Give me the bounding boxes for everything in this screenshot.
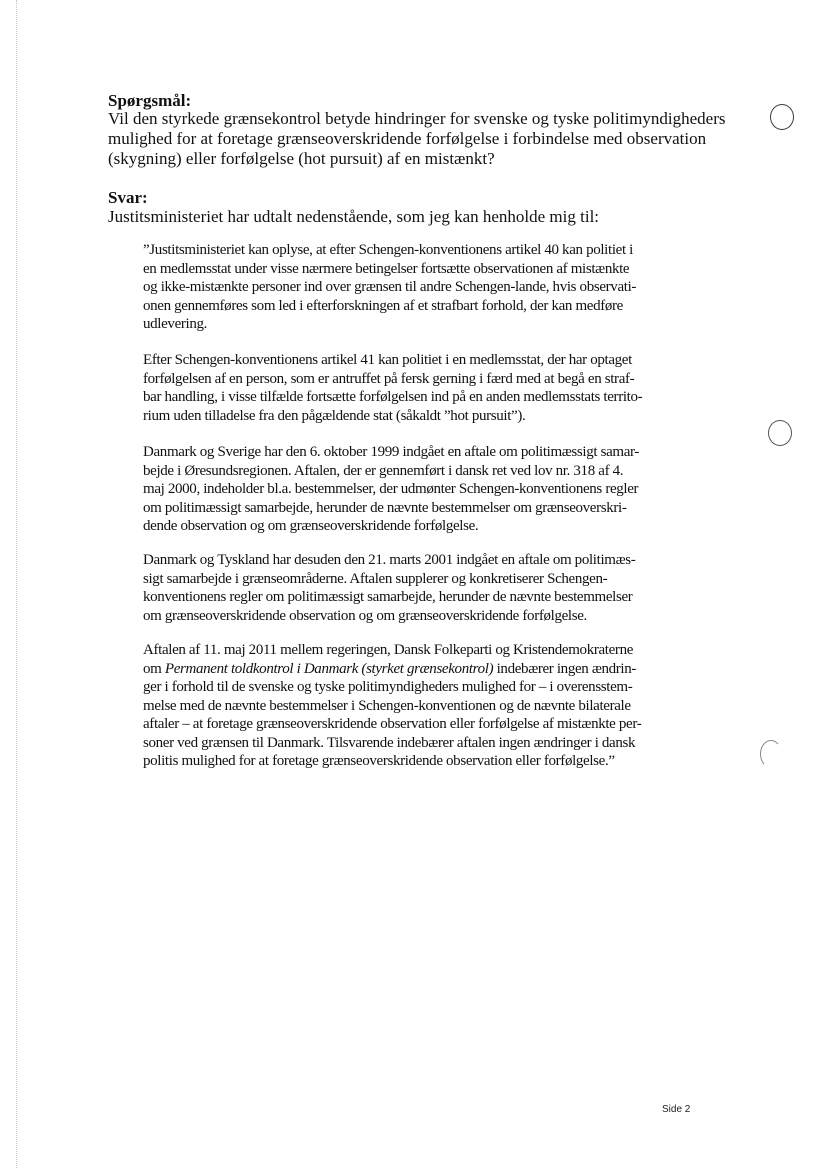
punch-hole-icon xyxy=(768,420,792,446)
question-text xyxy=(108,109,726,169)
quote-line: Aftalen af 11. maj 2011 mellem regeringen, Dansk Folkeparti og Kristendemokraterne xyxy=(143,642,634,658)
quote-line: dende observation og om grænseoverskridende forfølgelse. xyxy=(143,518,479,534)
quote-line: melse med de nævnte bestemmelser i Schengen-konventionen og de nævnte bilaterale xyxy=(143,697,631,714)
quote-line: en medlemsstat under visse nærmere betingelser fortsætte observationen af mistænkte xyxy=(143,260,630,277)
answer-intro: Justitsministeriet har udtalt nedenstående, som jeg kan henholde mig til: xyxy=(108,207,600,226)
quote-paragraph-2 xyxy=(143,351,683,425)
quote-line: Danmark og Sverige har den 6. oktober 1999 indgået en aftale om politimæssigt samar- xyxy=(143,444,640,460)
quote-line: maj 2000, indeholder bl.a. bestemmelser, der udmønter Schengen-konventionens regler xyxy=(143,481,639,497)
quote-line: Efter Schengen-konventionens artikel 41 kan politiet i en medlemsstat, der har optaget xyxy=(143,352,632,368)
quote-text: om xyxy=(143,660,165,677)
quote-line: Danmark og Tyskland har desuden den 21. marts 2001 indgået en aftale om politimæs- xyxy=(143,552,636,568)
quote-text: indebærer ingen ændrin- xyxy=(493,660,637,677)
quote-line: forfølgelsen af en person, som er antruffet på fersk gerning i færd med at begå en straf- xyxy=(143,370,635,387)
quote-line: bejde i Øresundsregionen. Aftalen, der er gennemført i dansk ret ved lov nr. 318 af 4. xyxy=(143,462,624,479)
quote-line: om politimæssigt samarbejde, herunder de nævnte bestemmelser om grænseoverskri- xyxy=(143,499,627,516)
quote-line: konventionens regler om politimæssigt samarbejde, herunder de nævnte bestemmelser xyxy=(143,589,633,605)
quote-line: rium uden tilladelse fra den pågældende stat (såkaldt ”hot pursuit”). xyxy=(143,407,526,424)
quote-paragraph-5 xyxy=(143,641,683,771)
quote-line: sigt samarbejde i grænseområderne. Aftalen supplerer og konkretiserer Schengen- xyxy=(143,570,608,587)
quote-line: onen gennemføres som led i efterforskningen af et strafbart forhold, der kan medføre xyxy=(143,297,623,314)
question-line: Vil den styrkede grænsekontrol betyde hindringer for svenske og tyske politimyndigheders xyxy=(108,109,726,128)
quote-line: ger i forhold til de svenske og tyske politimyndigheders mulighed for – i overensstem- xyxy=(143,679,633,695)
scan-edge-line xyxy=(16,0,17,1168)
question-line: mulighed for at foretage grænseoverskridende forfølgelse i forbindelse med observation xyxy=(108,129,707,148)
quote-line: soner ved grænsen til Danmark. Tilsvarende indebærer aftalen ingen ændringer i dansk xyxy=(143,734,636,751)
quote-line: bar handling, i visse tilfælde fortsætte forfølgelsen ind på en anden medlemsstats territo- xyxy=(143,389,643,405)
quote-line: politis mulighed for at foretage grænseoverskridende observation eller forfølgelse.” xyxy=(143,753,615,769)
quote-paragraph-3 xyxy=(143,443,683,536)
quote-line: om grænseoverskridende observation og om grænseoverskridende forfølgelse. xyxy=(143,607,587,624)
quote-line: og ikke-mistænkte personer ind over grænsen til andre Schengen-lande, hvis observati- xyxy=(143,279,637,295)
page-number: Side 2 xyxy=(662,1104,691,1115)
quote-line: ”Justitsministeriet kan oplyse, at efter Schengen-konventionens artikel 40 kan politiet i xyxy=(143,242,633,258)
question-line: (skygning) eller forfølgelse (hot pursuit) af en mistænkt? xyxy=(108,149,495,168)
answer-heading: Svar: xyxy=(108,188,148,207)
quote-line: udlevering. xyxy=(143,316,208,332)
quote-paragraph-1 xyxy=(143,241,683,334)
punch-hole-icon xyxy=(760,740,782,768)
quote-line-with-title xyxy=(143,660,683,679)
agreement-title: Permanent toldkontrol i Danmark (styrket grænsekontrol) xyxy=(164,660,494,677)
question-heading: Spørgsmål: xyxy=(108,91,192,110)
punch-hole-icon xyxy=(770,104,794,130)
quote-line: aftaler – at foretage grænseoverskridende observation eller forfølgelse af mistænkte per- xyxy=(143,716,642,732)
quote-paragraph-4 xyxy=(143,551,683,625)
